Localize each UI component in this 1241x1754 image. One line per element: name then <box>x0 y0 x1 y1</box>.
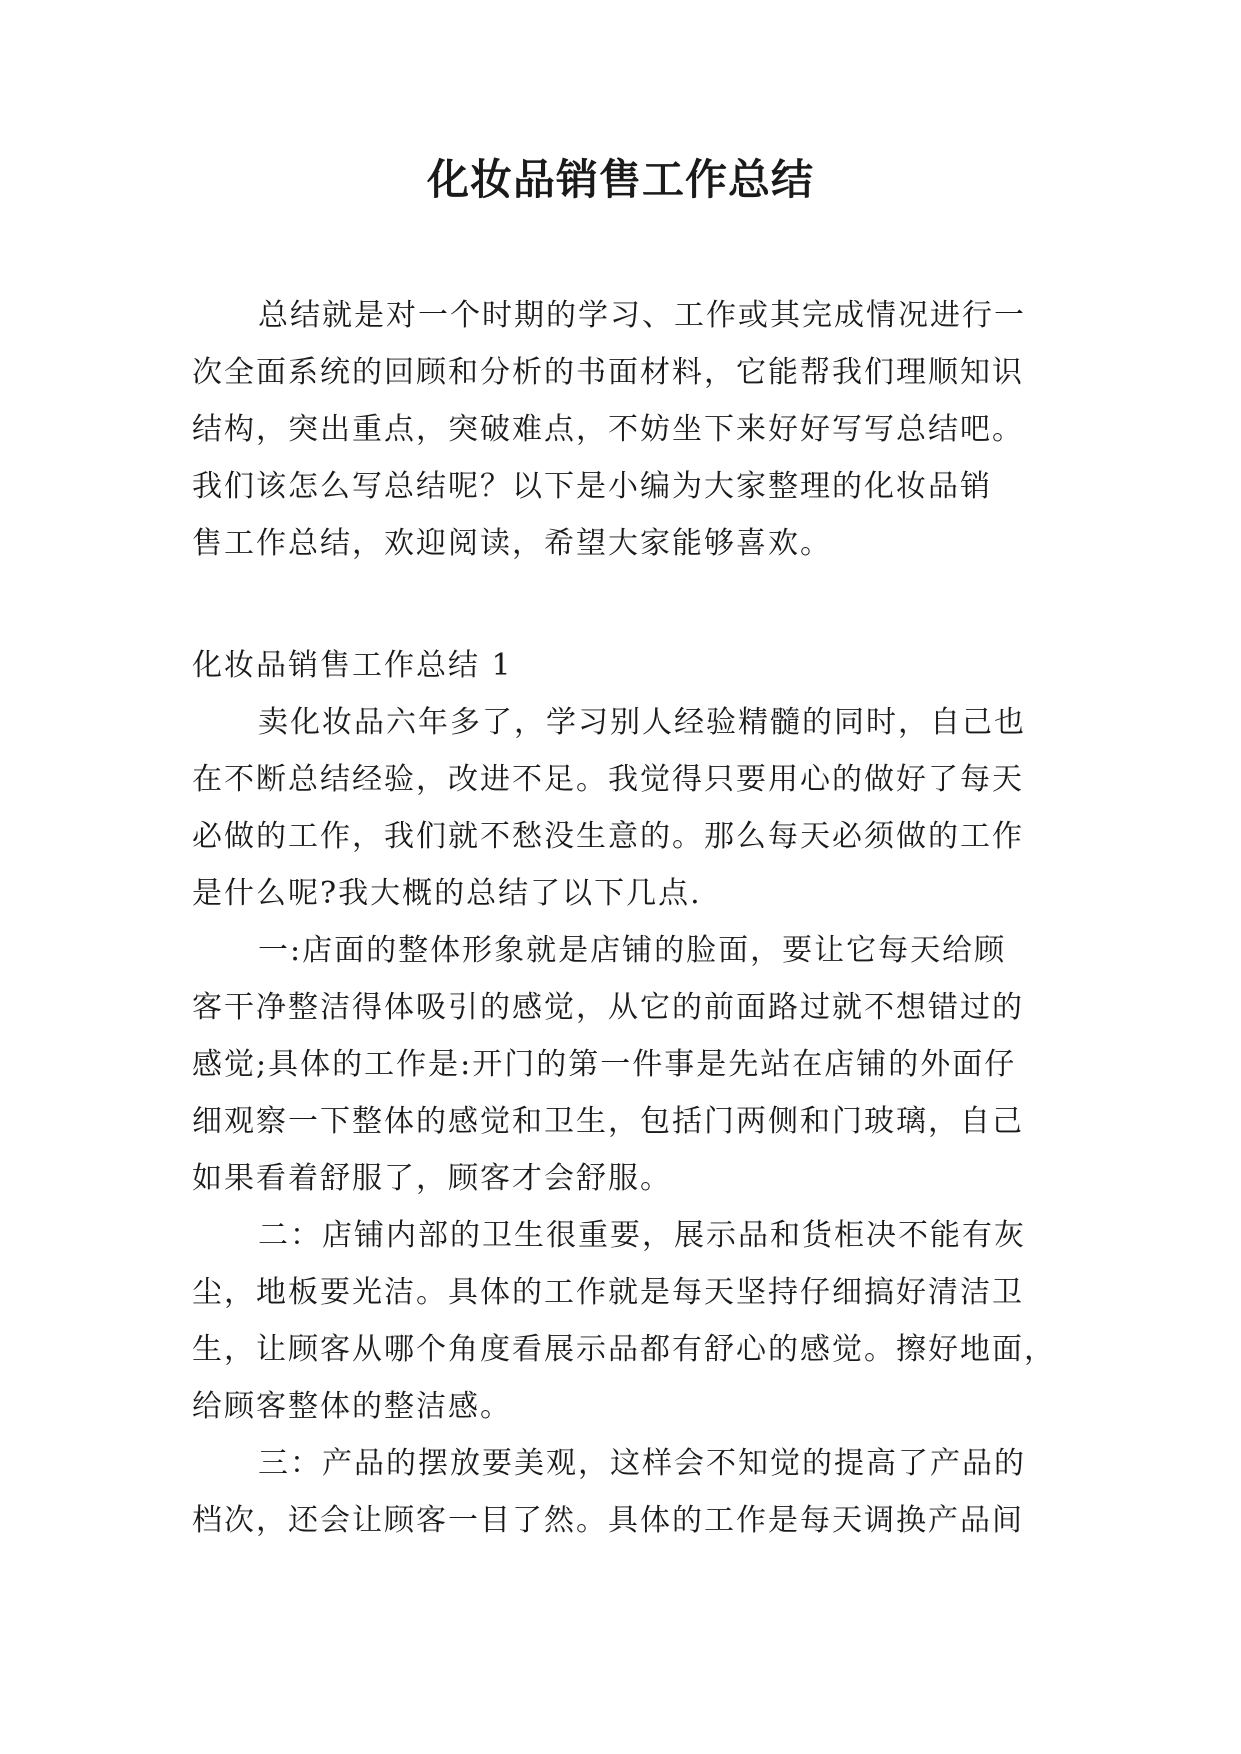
text-line: 卖化妆品六年多了，学习别人经验精髓的同时，自己也 <box>258 705 1026 740</box>
body-paragraph <box>192 1435 1062 1549</box>
text-line: 客干净整洁得体吸引的感觉，从它的前面路过就不想错过的 <box>192 990 1024 1025</box>
text-line: 尘，地板要光洁。具体的工作就是每天坚持仔细搞好清洁卫 <box>192 1275 1024 1310</box>
section-heading: 化妆品销售工作总结 1 <box>192 648 513 683</box>
text-line: 生，让顾客从哪个角度看展示品都有舒心的感觉。擦好地面， <box>192 1332 1056 1367</box>
text-line: 在不断总结经验，改进不足。我觉得只要用心的做好了每天 <box>192 762 1024 797</box>
text-line: 次全面系统的回顾和分析的书面材料，它能帮我们理顺知识 <box>192 355 1024 390</box>
text-line: 是什么呢?我大概的总结了以下几点. <box>192 876 702 911</box>
text-line: 感觉;具体的工作是:开门的第一件事是先站在店铺的外面仔 <box>192 1047 1017 1082</box>
text-line: 细观察一下整体的感觉和卫生，包括门两侧和门玻璃，自己 <box>192 1104 1024 1139</box>
text-line: 如果看着舒服了，顾客才会舒服。 <box>192 1161 672 1196</box>
section-1 <box>192 637 1062 1549</box>
intro-paragraph <box>192 287 1062 572</box>
text-line: 总结就是对一个时期的学习、工作或其完成情况进行一 <box>258 298 1026 333</box>
text-line: 我们该怎么写总结呢？以下是小编为大家整理的化妆品销 <box>192 469 992 504</box>
text-line: 售工作总结，欢迎阅读，希望大家能够喜欢。 <box>192 526 832 561</box>
text-line: 必做的工作，我们就不愁没生意的。那么每天必须做的工作 <box>192 819 1024 854</box>
text-line: 一:店面的整体形象就是店铺的脸面，要让它每天给顾 <box>258 933 1007 968</box>
body-paragraph <box>192 1207 1062 1435</box>
text-line: 二：店铺内部的卫生很重要，展示品和货柜决不能有灰 <box>258 1218 1026 1253</box>
page-title: 化妆品销售工作总结 <box>426 155 814 204</box>
text-line: 结构，突出重点，突破难点，不妨坐下来好好写写总结吧。 <box>192 412 1024 447</box>
body-paragraph <box>192 922 1062 1207</box>
body-paragraph <box>192 694 1062 922</box>
text-line: 三：产品的摆放要美观，这样会不知觉的提高了产品的 <box>258 1446 1026 1481</box>
text-line: 给顾客整体的整洁感。 <box>192 1389 512 1424</box>
text-line: 档次，还会让顾客一目了然。具体的工作是每天调换产品间 <box>192 1503 1024 1538</box>
